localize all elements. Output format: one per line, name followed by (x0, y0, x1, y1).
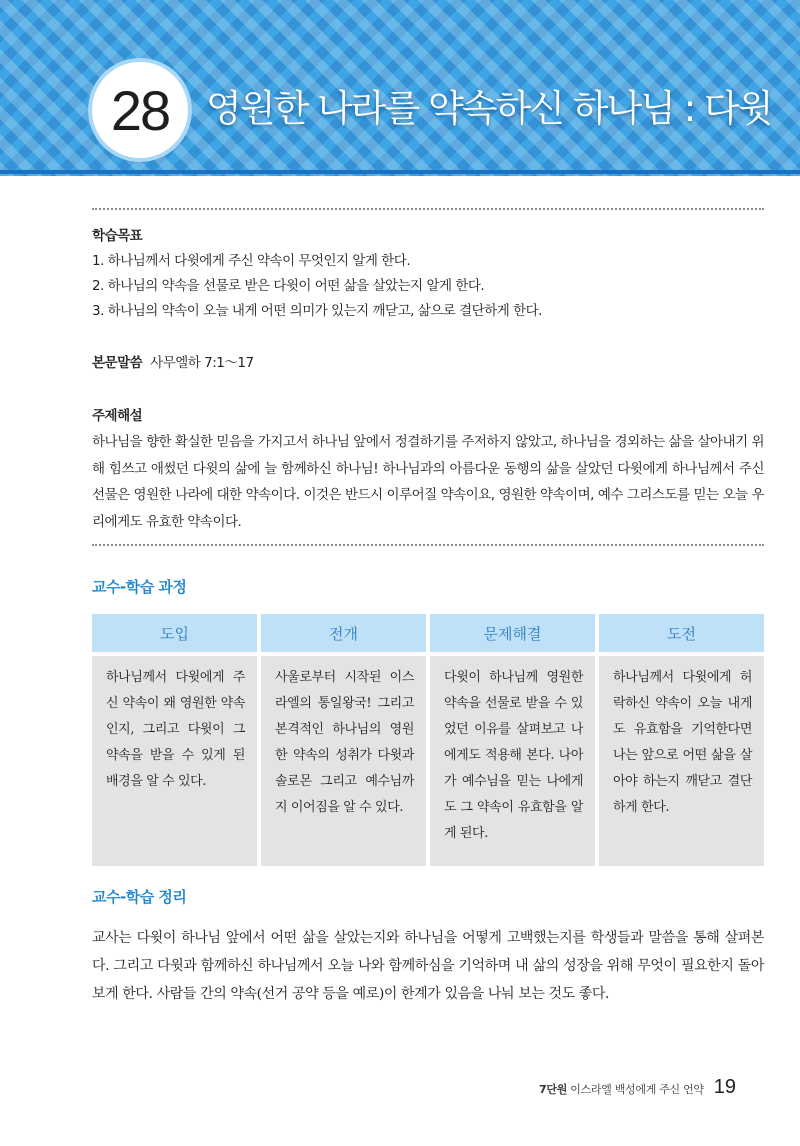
lesson-title: 영원한 나라를 약속하신 하나님 : 다윗 (206, 87, 772, 130)
theme-label: 주제해설 (92, 408, 143, 424)
objectives-label: 학습목표 (92, 228, 143, 244)
header-band (0, 0, 800, 176)
page-footer (539, 1076, 736, 1099)
summary-heading: 교수-학습 정리 (92, 888, 187, 906)
process-column-text: 하나님께서 다윗에게 주신 약속이 왜 영원한 약속인지, 그리고 다윗이 그 약속을 받을 수 있게 된 배경을 알 수 있다. (92, 656, 257, 866)
objective-item: 1. 하나님께서 다윗에게 주신 약속이 무엇인지 알게 한다. (92, 253, 411, 269)
objective-item: 3. 하나님의 약속이 오늘 내게 어떤 의미가 있는지 깨닫고, 삶으로 결단하게 한다. (92, 303, 542, 319)
scripture-passage (92, 351, 764, 376)
lesson-number-badge: 28 (92, 62, 188, 158)
learning-objectives (92, 224, 764, 324)
process-column-title: 도입 (92, 614, 257, 652)
process-column-title: 전개 (261, 614, 426, 652)
theme-text: 하나님을 향한 확실한 믿음을 가지고서 하나님 앞에서 정결하기를 주저하지 않았고, 하나님을 경외하는 삶을 살아내기 위해 힘쓰고 애썼던 다윗의 삶에 늘 함께하신 하나님! 하나님과의 아름다운 동행의 삶을 살았던 다윗에게 하나님께서 주신 선물은 영원한 나라에 대한 약속이다. 이것은 반드시 이루어질 약속이요, 영원한 약속이며, 예수 그리스도를 믿는 오늘 우리에게도 유효한 약속이다. (92, 434, 764, 530)
passage-reference: 사무엘하 7:1～17 (150, 355, 254, 371)
footer-unit-label: 7단원 (539, 1083, 568, 1096)
theme-explanation (92, 404, 764, 535)
process-heading: 교수-학습 과정 (92, 578, 187, 596)
process-column-text: 하나님께서 다윗에게 허락하신 약속이 오늘 내게도 유효함을 기억한다면 나는 앞으로 어떤 삶을 살아야 하는지 깨닫고 결단하게 한다. (599, 656, 764, 866)
process-column-title: 도전 (599, 614, 764, 652)
process-table-header (92, 614, 764, 652)
process-table (92, 614, 764, 866)
dotted-divider-top (92, 208, 764, 210)
dotted-divider-bottom (92, 544, 764, 546)
objective-item: 2. 하나님의 약속을 선물로 받은 다윗이 어떤 삶을 살았는지 알게 한다. (92, 278, 485, 294)
summary-text: 교사는 다윗이 하나님 앞에서 어떤 삶을 살았는지와 하나님을 어떻게 고백했는지를 학생들과 말씀을 통해 살펴본다. 그리고 다윗과 함께하신 하나님께서 오늘 나와 함께하심을 기억하며 내 삶의 성장을 위해 무엇이 필요한지 돌아보게 한다. 사람들 간의 약속(선거 공약 등을 예로)이 한계가 있음을 나눠 보는 것도 좋다. (92, 930, 764, 1002)
process-column-text: 다윗이 하나님께 영원한 약속을 선물로 받을 수 있었던 이유를 살펴보고 나에게도 적용해 본다. 나아가 예수님을 믿는 나에게도 그 약속이 유효함을 알게 된다. (430, 656, 595, 866)
process-column-title: 문제해결 (430, 614, 595, 652)
footer-unit (539, 1081, 704, 1097)
header-rule (0, 170, 800, 174)
process-column-text: 사울로부터 시작된 이스라엘의 통일왕국! 그리고 본격적인 하나님의 영원한 약속의 성취가 다윗과 솔로몬 그리고 예수님까지 이어짐을 알 수 있다. (261, 656, 426, 866)
page-number: 19 (713, 1076, 736, 1098)
process-table-body (92, 656, 764, 866)
passage-label: 본문말씀 (92, 355, 143, 371)
footer-unit-title: 이스라엘 백성에게 주신 언약 (570, 1083, 704, 1096)
